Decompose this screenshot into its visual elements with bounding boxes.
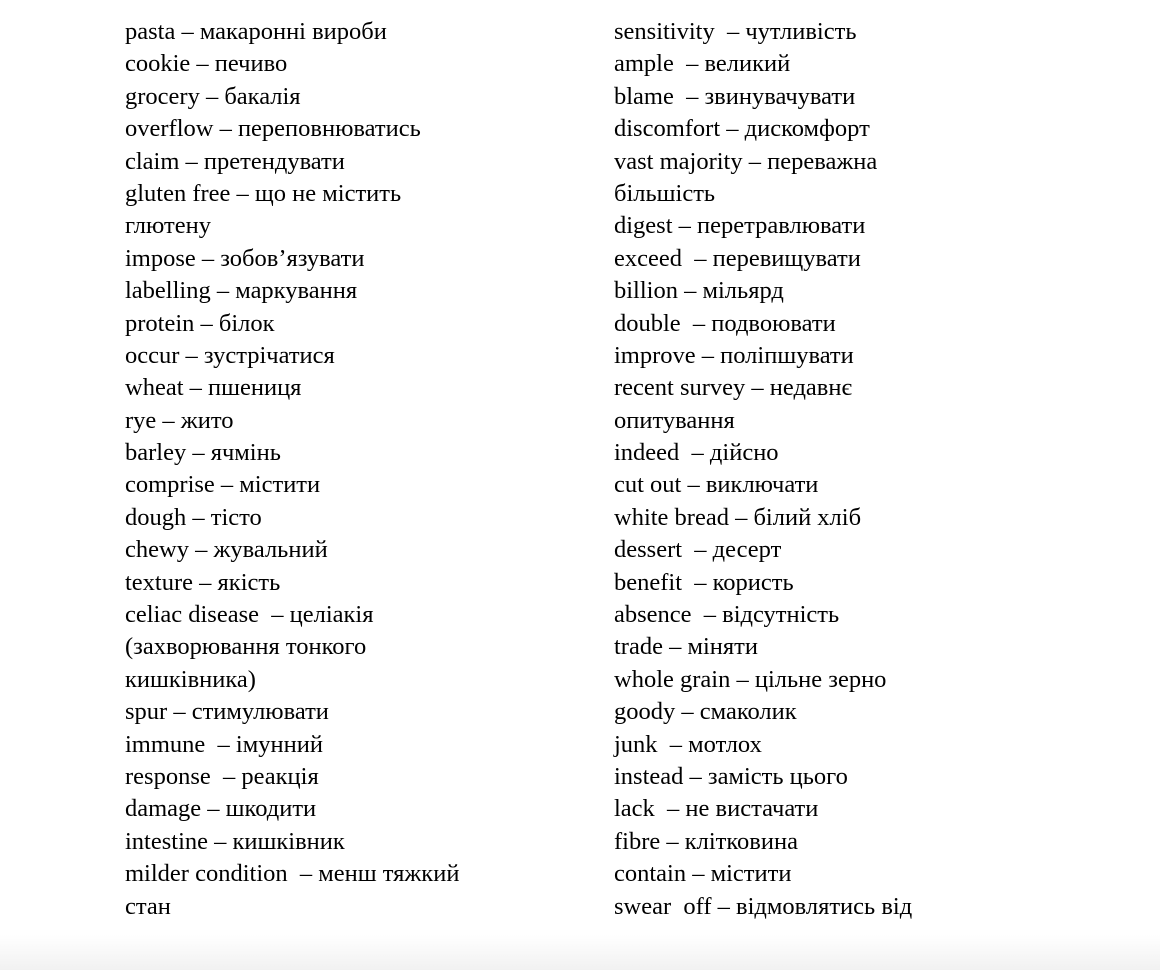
vocabulary-line: white bread – білий хліб <box>614 503 862 531</box>
vocabulary-line: wheat – пшениця <box>125 374 302 402</box>
vocabulary-line: overflow – переповнюватись <box>125 115 421 143</box>
vocabulary-line: rye – жито <box>125 406 234 434</box>
vocabulary-line: milder condition – менш тяжкий <box>125 860 460 888</box>
vocabulary-line: fibre – клітковина <box>614 827 798 855</box>
vocabulary-right-column <box>614 16 912 923</box>
vocabulary-line: trade – міняти <box>614 633 758 661</box>
vocabulary-line: whole grain – цільне зерно <box>614 665 887 693</box>
vocabulary-line: більшість <box>614 179 716 207</box>
vocabulary-line: improve – поліпшувати <box>614 341 854 369</box>
vocabulary-line: cut out – виключати <box>614 471 819 499</box>
vocabulary-line: comprise – містити <box>125 471 321 499</box>
vocabulary-line: sensitivity – чутливість <box>614 18 857 45</box>
vocabulary-line: contain – містити <box>614 860 792 888</box>
vocabulary-line: spur – стимулювати <box>125 698 329 726</box>
vocabulary-line: стан <box>125 892 171 920</box>
vocabulary-line: texture – якість <box>125 568 281 596</box>
vocabulary-line: benefit – користь <box>614 568 794 596</box>
vocabulary-line: lack – не вистачати <box>614 795 819 823</box>
vocabulary-line: grocery – бакалія <box>125 82 301 110</box>
vocabulary-line: опитування <box>614 406 735 434</box>
vocabulary-line: protein – білок <box>125 309 275 337</box>
vocabulary-line: absence – відсутність <box>614 601 840 629</box>
vocabulary-line: (захворювання тонкого <box>125 633 367 661</box>
vocabulary-line: claim – претендувати <box>125 147 345 175</box>
vocabulary-line: digest – перетравлювати <box>614 212 866 240</box>
vocabulary-line: response – реакція <box>125 762 319 790</box>
vocabulary-line: damage – шкодити <box>125 795 317 823</box>
vocabulary-line: swear off – відмовлятись від <box>614 892 913 920</box>
vocabulary-line: recent survey – недавнє <box>614 374 852 402</box>
vocabulary-line: кишківника) <box>125 665 256 693</box>
vocabulary-line: vast majority – переважна <box>614 147 878 175</box>
vocabulary-line: глютену <box>125 212 211 240</box>
vocabulary-line: instead – замість цього <box>614 762 848 790</box>
vocabulary-line: cookie – печиво <box>125 50 288 78</box>
vocabulary-line: immune – імунний <box>125 730 323 758</box>
vocabulary-line: goody – смаколик <box>614 698 797 726</box>
vocabulary-line: chewy – жувальний <box>125 536 328 564</box>
vocabulary-line: exceed – перевищувати <box>614 244 861 272</box>
vocabulary-line: double – подвоювати <box>614 309 836 337</box>
vocabulary-line: junk – мотлох <box>614 730 762 758</box>
vocabulary-line: ample – великий <box>614 50 791 78</box>
vocabulary-line: blame – звинувачувати <box>614 82 856 110</box>
vocabulary-line: pasta – макаронні вироби <box>125 18 387 45</box>
vocabulary-line: indeed – дійсно <box>614 439 779 467</box>
vocabulary-line: intestine – кишківник <box>125 827 345 855</box>
vocabulary-line: occur – зустрічатися <box>125 341 335 369</box>
vocabulary-line: labelling – маркування <box>125 277 358 305</box>
vocabulary-line: dough – тісто <box>125 503 262 531</box>
vocabulary-line: impose – зобов’язувати <box>125 244 365 272</box>
vocabulary-line: discomfort – дискомфорт <box>614 115 870 143</box>
vocabulary-line: dessert – десерт <box>614 536 782 564</box>
vocabulary-left-column <box>125 16 459 923</box>
vocabulary-line: gluten free – що не містить <box>125 179 402 207</box>
vocabulary-line: barley – ячмінь <box>125 439 281 467</box>
vocabulary-line: celiac disease – целіакія <box>125 601 374 629</box>
vocabulary-line: billion – мільярд <box>614 277 784 305</box>
